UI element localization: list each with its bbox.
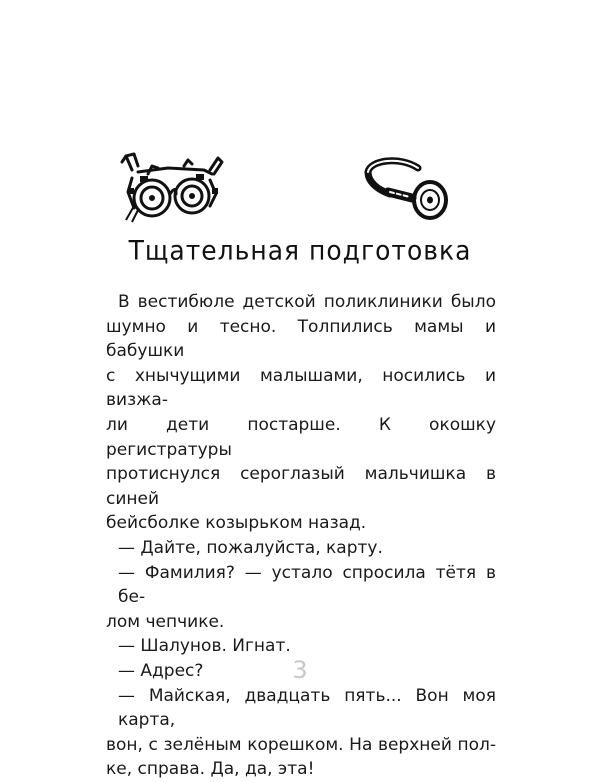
text-line: ли дети постарше. К окошку регистратуры xyxy=(106,414,496,460)
text-line: лом чепчике. xyxy=(106,611,225,632)
head-mirror-icon xyxy=(360,150,450,222)
trial-glasses-icon xyxy=(118,148,228,228)
text-line: — Майская, двадцать пять... Вон моя карта, xyxy=(118,685,496,731)
text-line: — Шалунов. Игнат. xyxy=(118,636,291,657)
text-line: бейсболке козырьком назад. xyxy=(106,513,367,534)
page-number: 3 xyxy=(292,656,308,684)
chapter-title: Тщательная подготовка xyxy=(128,235,472,266)
chapter-text xyxy=(106,290,496,782)
text-line: ке, справа. Да, да, эта! xyxy=(106,759,315,780)
text-line: — Дайте, пожалуйста, карту. xyxy=(118,537,383,558)
text-line: — Фамилия? — устало спросила тётя в бе- xyxy=(118,562,496,608)
text-line: с хнычущими малышами, носились и визжа- xyxy=(106,365,496,411)
text-line: шумно и тесно. Толпились мамы и бабушки xyxy=(106,316,496,362)
text-line: — Адрес? xyxy=(118,660,204,681)
text-line: вон, с зелёным корешком. На верхней пол- xyxy=(106,734,496,755)
text-line: протиснулся сероглазый мальчишка в синей xyxy=(106,464,496,509)
text-line: В вестибюле детской поликлиники было xyxy=(118,292,496,312)
